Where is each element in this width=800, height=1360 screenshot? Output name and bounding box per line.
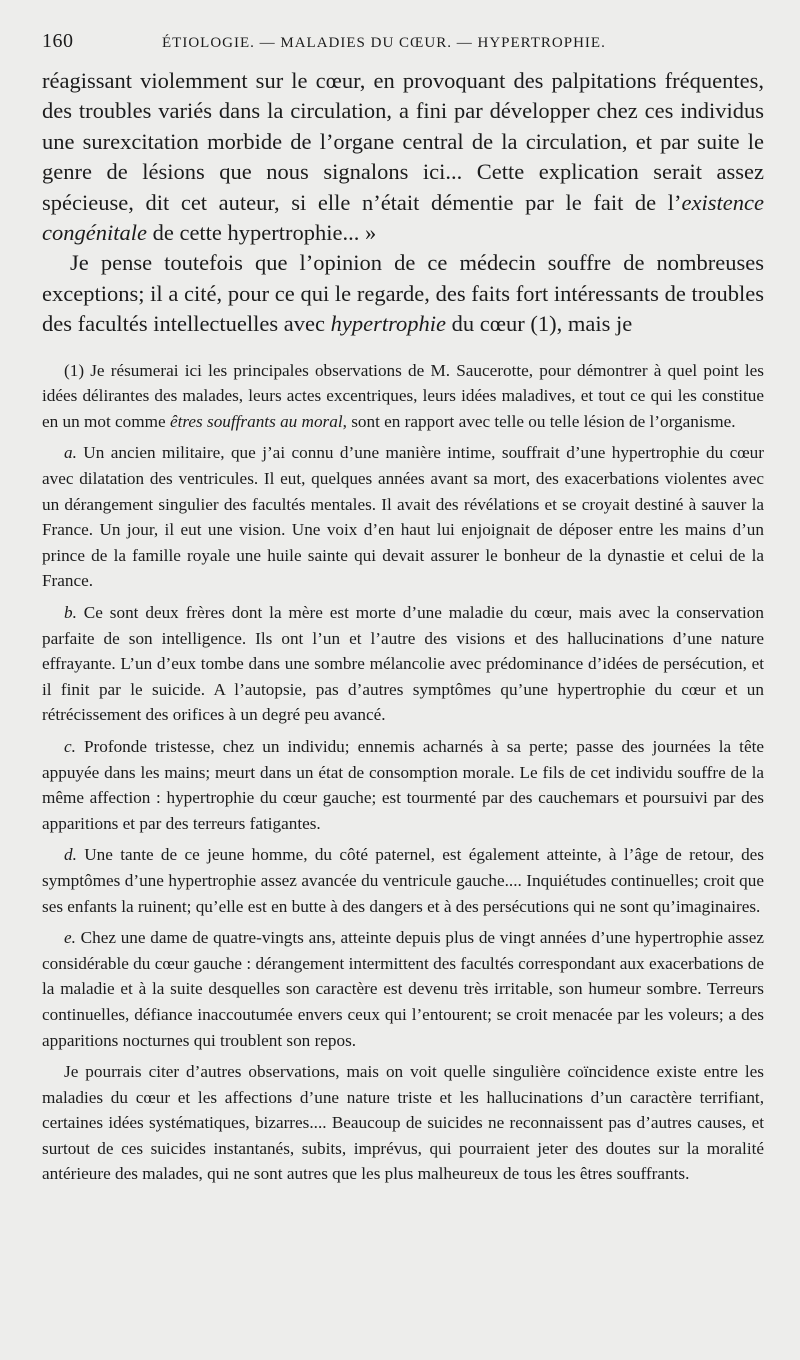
paragraph-1: réagissant violemment sur le cœur, en provoquant des palpitations fréquentes, des troubles variés dans la circulation, a fini par développer chez ces individus une surexcitation morbide de l’organe central de la circulation, et par suite le genre de lésions que nous signalons ici... Cette explication serait assez spécieuse, dit cet auteur, si elle n’était démentie par le fait de l’existence congénitale de cette hypertrophie... » xyxy=(42,68,764,246)
case-marker: c. xyxy=(64,736,76,756)
footnote-case-e: e. Chez une dame de quatre-vingts ans, atteinte depuis plus de vingt années d’une hypertrophie assez considérable du cœur gauche : dérangement intermittent des facultés correspondant aux exacerbations de la maladie et à la suite desquelles son caractère est devenu très irritable, son humeur sombre. Terreurs continuelles, défiance inaccoutumée envers ceux qui l’entourent; se croit menacée par les voleurs; a des apparitions nocturnes qui troublent son repos. xyxy=(42,928,764,1050)
footnote-case-b: b. Ce sont deux frères dont la mère est morte d’une maladie du cœur, mais avec la conservation parfaite de son intelligence. Ils ont l’un et l’autre des visions et des hallucinations d’une nature effrayante. L’un d’eux tombe dans une sombre mélancolie avec prédominance d’idées de persécution, et il finit par le suicide. A l’autopsie, pas d’autres symptômes qu’une hypertrophie du cœur et un rétrécissement des orifices à un degré peu avancé. xyxy=(42,603,764,725)
paragraph-2: Je pense toutefois que l’opinion de ce médecin souffre de nombreuses exceptions; il a cité, pour ce qui le regarde, des faits fort intéressants de troubles des facultés intellectuelles avec hypertrophie du cœur (1), mais je xyxy=(42,250,764,337)
main-text xyxy=(42,66,764,340)
case-marker: d. xyxy=(64,845,77,865)
case-marker: e. xyxy=(64,928,76,948)
footnote-case-d: d. Une tante de ce jeune homme, du côté paternel, est également atteinte, à l’âge de retour, des symptômes d’une hypertrophie assez avancée du ventricule gauche.... Inquiétudes continuelles; croit que ses enfants la ruinent; qu’elle est en butte à des dangers et à des persécutions qui ne sont qu’imaginaires. xyxy=(42,845,764,916)
running-head xyxy=(42,30,764,60)
footnote-closing: Je pourrais citer d’autres observations, mais on voit quelle singulière coïncidence existe entre les maladies du cœur et les affections d’une nature triste et les hallucinations d’un caractère terrifiant, certaines idées systématiques, bizarres.... Beaucoup de suicides ne reconnaissent pas d’autres causes, et surtout de ces suicides instantanés, subits, imprévus, qui pourraient jeter des doutes sur la moralité antérieure des malades, qui ne sont autres que les plus malheureux de tous les êtres souffrants. xyxy=(42,1062,764,1184)
emphasis: hypertrophie xyxy=(330,311,447,337)
emphasis: êtres souffrants au moral xyxy=(169,411,343,431)
case-marker: b. xyxy=(64,603,77,622)
footnote-intro: (1) Je résumerai ici les principales observations de M. Saucerotte, pour démontrer à quel point les idées délirantes des malades, leurs actes excentriques, leurs idées maladives, et tout ce qui les constitue en un mot comme êtres souffrants au moral, sont en rapport avec telle ou telle lésion de l’organisme. xyxy=(42,360,764,431)
case-marker: a. xyxy=(64,443,77,463)
footnote xyxy=(42,358,764,1187)
footnote-case-c: c. Profonde tristesse, chez un individu; ennemis acharnés à sa perte; passe des journées la tête appuyée dans les mains; meurt dans un état de consomption morale. Le fils de cet individu souffre de la même affection : hypertrophie du cœur gauche; est tourmenté par des cauchemars et poursuivi par des apparitions et par des terreurs fatigantes. xyxy=(42,736,764,833)
page-number: 160 xyxy=(42,30,74,52)
footnote-case-a: a. Un ancien militaire, que j’ai connu d’une manière intime, souffrait d’une hypertrophie du cœur avec dilatation des ventricules. Il eut, quelques années avant sa mort, des exacerbations violentes avec un dérangement singulier des facultés mentales. Il avait des révélations et se croyait destiné à sauver la France. Un jour, il eut une vision. Une voix d’en haut lui enjoignait de déposer entre les mains d’un prince de la famille royale une huile sainte qui devait assurer le bonheur de la dynastie et celui de la France. xyxy=(42,443,764,591)
emphasis: existence congénitale xyxy=(42,189,764,246)
running-title: ÉTIOLOGIE. — MALADIES DU CŒUR. — HYPERTROPHIE. xyxy=(162,35,606,51)
